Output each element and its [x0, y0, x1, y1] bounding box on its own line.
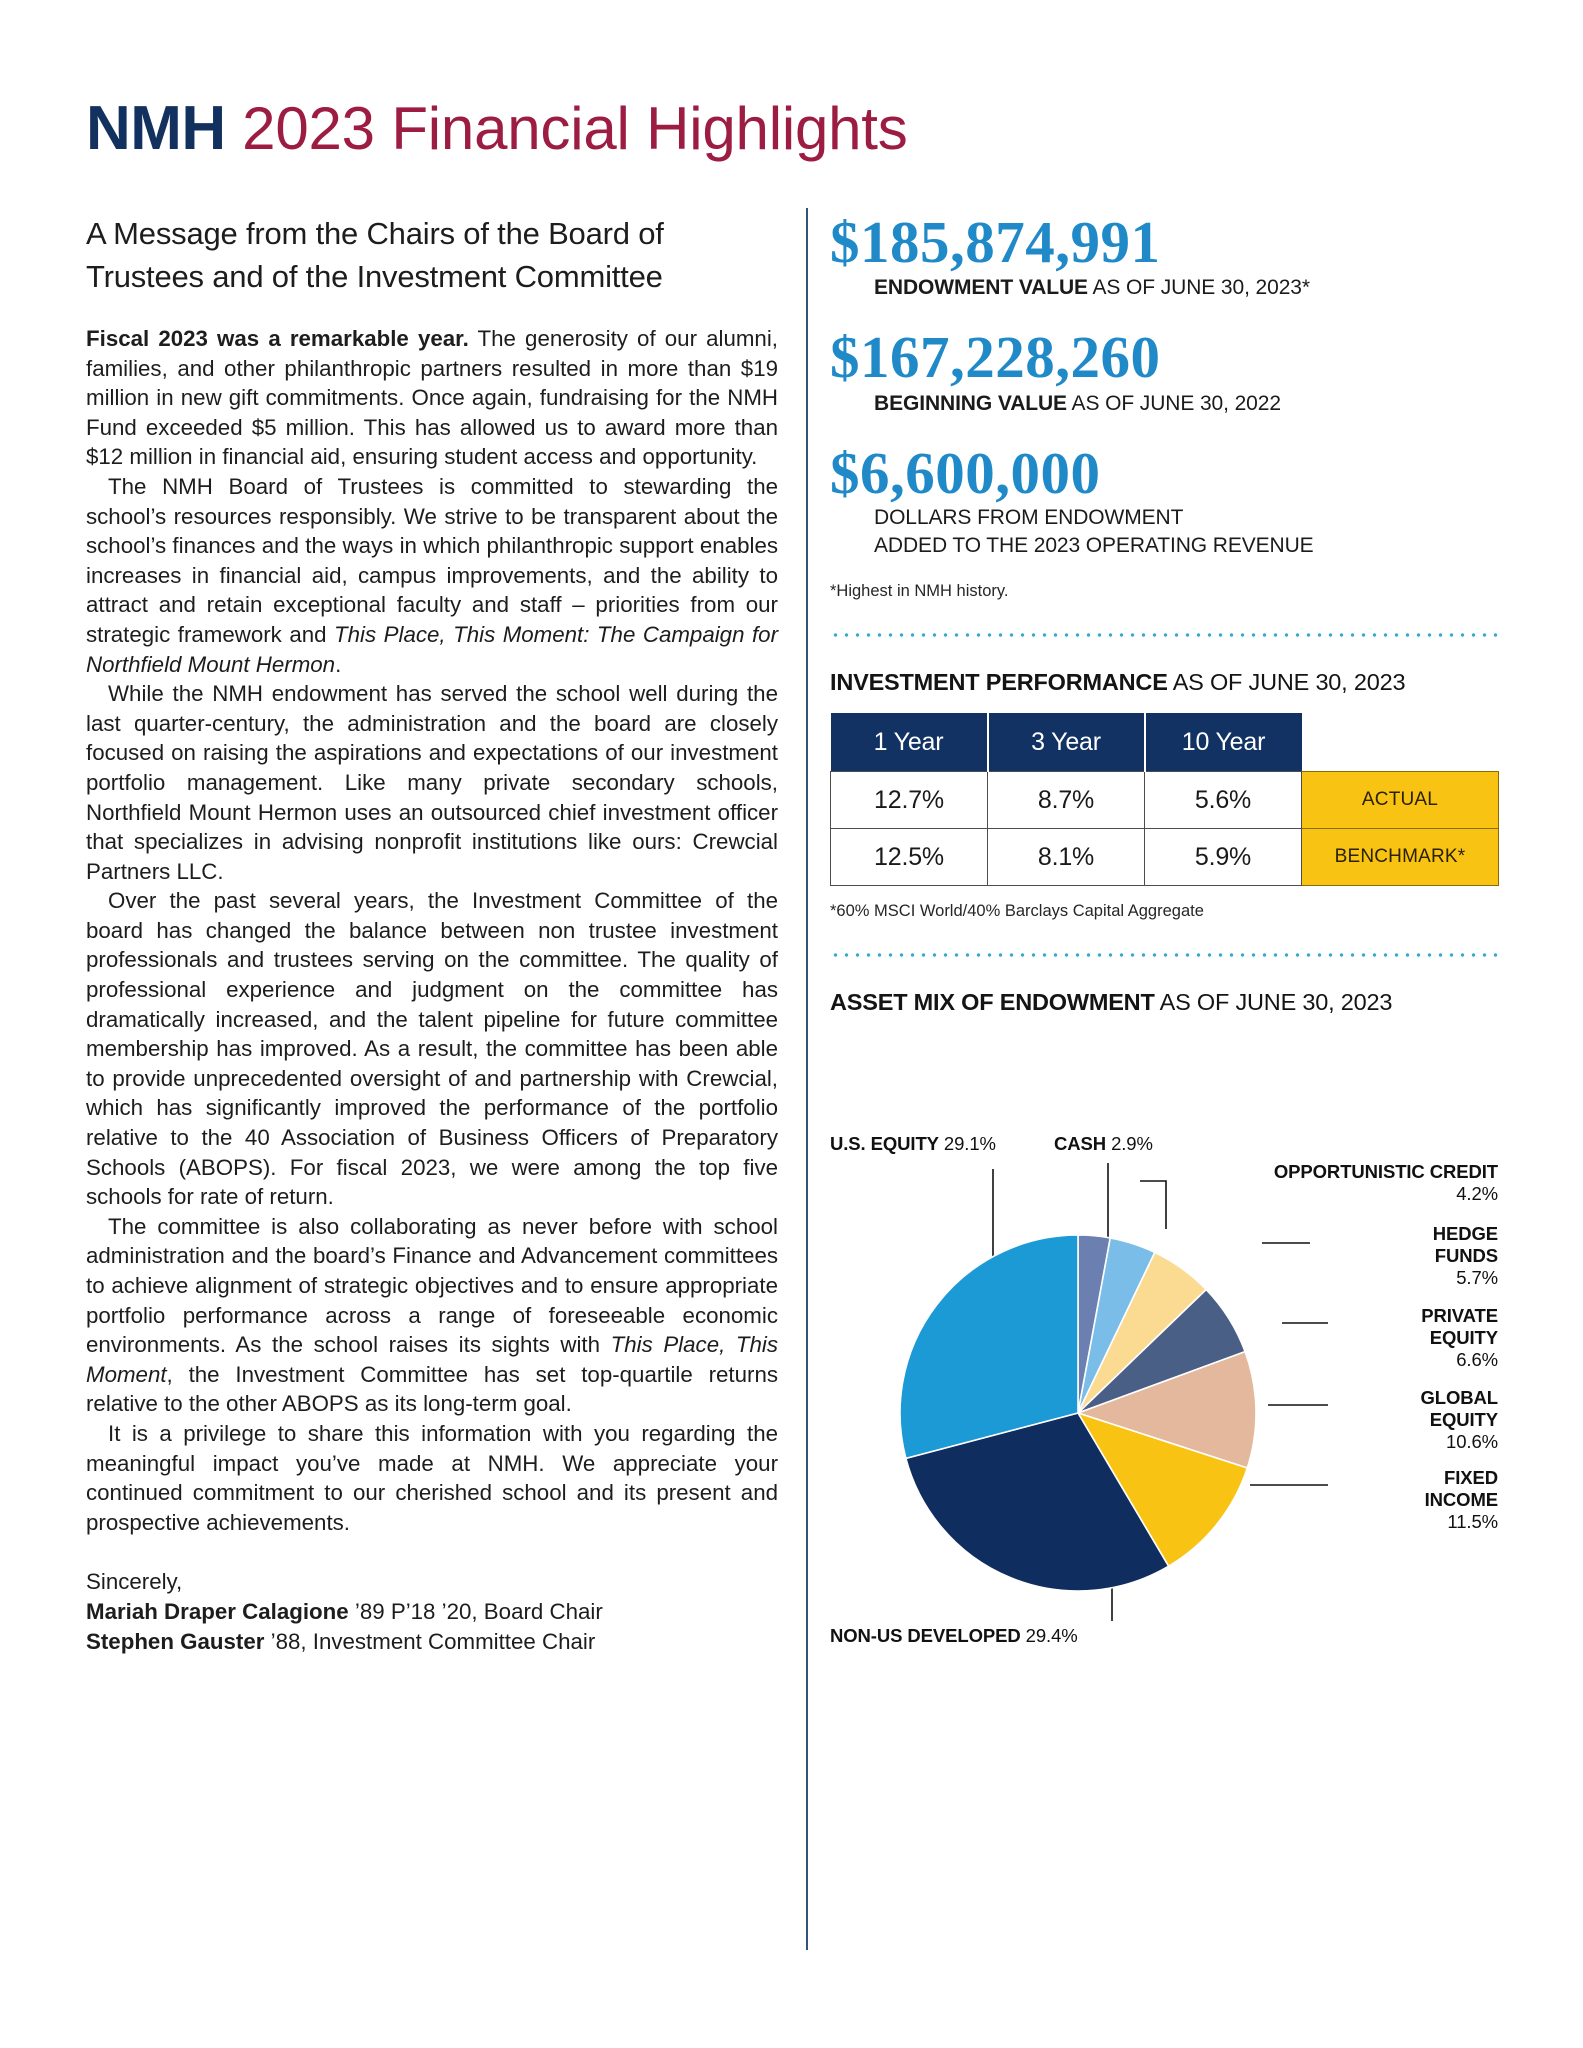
- signer-2: [86, 1627, 778, 1657]
- right-column: [830, 209, 1498, 1663]
- row-tag-benchmark: BENCHMARK*: [1302, 829, 1499, 886]
- table-col-1-year: 1 Year: [831, 713, 988, 772]
- pie-label-non-us-developed: [830, 1625, 1078, 1647]
- paragraph-5: [86, 1212, 778, 1419]
- investment-performance-heading: [830, 667, 1498, 697]
- pie-label-cash-value: 2.9%: [1106, 1133, 1153, 1155]
- pie-label-us-equity-name: U.S. EQUITY: [830, 1133, 939, 1155]
- pie-label-fi-value: 11.5%: [1447, 1511, 1498, 1533]
- pie-label-ge-name-2: EQUITY: [1429, 1409, 1498, 1431]
- table-header-row: [831, 713, 1499, 772]
- table-row: [831, 772, 1499, 829]
- pie-label-ge-name-1: GLOBAL: [1420, 1387, 1498, 1409]
- brand-nmh: NMH: [86, 94, 226, 163]
- paragraph-2-text-a: The NMH Board of Trustees is committed to stewarding the school’s resources responsibly. We strive to be transparent about the school’s finances and the ways in which philanthropic support enables increases in financial aid, campus improvements, and the ability to attract and retain exceptional faculty and staff – priorities from our strategic framework and: [86, 473, 778, 647]
- investment-performance-heading-bold: INVESTMENT PERFORMANCE: [830, 669, 1168, 696]
- pie-label-hedge-name-2: FUNDS: [1434, 1245, 1498, 1267]
- pie-label-opportunistic-credit: [1160, 1161, 1498, 1205]
- paragraph-1: [86, 324, 778, 472]
- paragraph-6: It is a privilege to share this information with you regarding the meaningful impact you’ve made at NMH. We appreciate your continued commitment to our cherished school and its present and prospective achievements.: [86, 1420, 778, 1535]
- asset-mix-pie-chart: [830, 1033, 1498, 1663]
- asset-mix-heading: [830, 987, 1498, 1017]
- stat-beginning-value-label-rest: AS OF JUNE 30, 2022: [1066, 391, 1281, 415]
- pie-label-cash-name: CASH: [1054, 1133, 1107, 1155]
- stats-footnote: *Highest in NMH history.: [830, 582, 1009, 601]
- page-title: [86, 93, 908, 164]
- asset-mix-heading-rest: AS OF JUNE 30, 2023: [1154, 989, 1393, 1016]
- divider-dotted-1: [830, 633, 1498, 637]
- actual-3-year: 8.7%: [988, 772, 1145, 829]
- stat-beginning-value: [830, 324, 1498, 418]
- paragraph-5-text-b: , the Investment Committee has set top-quartile returns relative to the other ABOPS as its long-term goal.: [86, 1361, 778, 1417]
- pie-label-hedge-value: 5.7%: [1456, 1267, 1498, 1289]
- actual-10-year: 5.6%: [1145, 772, 1302, 829]
- stat-dollars-from-endowment-number: $6,600,000: [830, 439, 1101, 506]
- pie-label-fi-name-1: FIXED: [1444, 1467, 1498, 1489]
- actual-1-year: 12.7%: [831, 772, 988, 829]
- pie-label-pe-name-1: PRIVATE: [1421, 1305, 1498, 1327]
- message-heading: A Message from the Chairs of the Board of Trustees and of the Investment Committee: [86, 216, 664, 294]
- stat-dollars-label-line2: ADDED TO THE 2023 OPERATING REVENUE: [874, 534, 1314, 558]
- pie-label-cash: [1054, 1133, 1153, 1155]
- asset-mix-heading-bold: ASSET MIX OF ENDOWMENT: [830, 989, 1155, 1016]
- stat-endowment-value-label: [874, 273, 1498, 303]
- investment-performance-heading-rest: AS OF JUNE 30, 2023: [1167, 669, 1406, 696]
- stat-beginning-value-label-bold: BEGINNING VALUE: [874, 391, 1067, 415]
- pie-label-us-equity-value: 29.1%: [938, 1133, 996, 1155]
- paragraph-2: [86, 472, 778, 679]
- benchmark-3-year: 8.1%: [988, 829, 1145, 886]
- paragraph-2-text-b: .: [335, 651, 342, 677]
- pie-label-us-equity: [830, 1133, 996, 1155]
- pie-label-fi-name-2: INCOME: [1424, 1489, 1498, 1511]
- paragraph-5-text-a: The committee is also collaborating as never before with school administration and the board’s Finance and Advancement committees to achieve alignment of strategic objectives and to ensure appropriate portfolio performance across a range of foreseeable economic environments. As the school raises its sights with: [86, 1213, 778, 1358]
- pie-label-ge-value: 10.6%: [1446, 1431, 1498, 1453]
- stat-dollars-label-bold: DOLLARS FROM ENDOWMENT: [874, 506, 1184, 530]
- pie-label-fixed-income: [1260, 1467, 1498, 1533]
- paragraph-1-text: The generosity of our alumni, families, and other philanthropic partners resulted in more than $19 million in new gift commitments. Once again, fundraising for the NMH Fund exceeded $5 million. This has allowed us to award more than $12 million in financial aid, ensuring student access and opportunity.: [86, 326, 778, 470]
- stat-endowment-value-label-bold: ENDOWMENT VALUE: [874, 276, 1088, 300]
- title-rest: 2023 Financial Highlights: [225, 95, 908, 162]
- pie-label-nonus-value: 29.4%: [1020, 1625, 1078, 1647]
- divider-dotted-2: [830, 953, 1498, 957]
- table-col-10-year: 10 Year: [1145, 713, 1302, 772]
- signer-2-title: ’88, Investment Committee Chair: [264, 1628, 596, 1654]
- stat-dollars-from-endowment: [830, 439, 1498, 560]
- pie-label-private-equity: [1260, 1305, 1498, 1371]
- stat-endowment-value-label-rest: AS OF JUNE 30, 2023*: [1087, 276, 1310, 300]
- paragraph-4: Over the past several years, the Investment Committee of the board has changed the balance between non trustee investment professionals and trustees serving on the committee. The quality of professional experience and judgment on the committee has dramatically increased, and the talent pipeline for future committee membership has improved. As a result, the committee has been able to provide unprecedented oversight of and partnership with Crewcial, which has significantly improved the performance of the portfolio relative to the 40 Association of Business Officers of Preparatory Schools (ABOPS). For fiscal 2023, we were among the top five schools for rate of return.: [86, 888, 778, 1210]
- campaign-title: This Place, This Moment: The Campaign for Northfield Mount Hermon: [86, 621, 778, 677]
- pie-slices: [900, 1235, 1256, 1591]
- pie-label-nonus-name: NON-US DEVELOPED: [830, 1625, 1021, 1647]
- benchmark-footnote: *60% MSCI World/40% Barclays Capital Aggregate: [830, 902, 1204, 921]
- pie-label-pe-value: 6.6%: [1456, 1349, 1498, 1371]
- pie-label-pe-name-2: EQUITY: [1429, 1327, 1498, 1349]
- pie-label-opp-value: 4.2%: [1456, 1183, 1498, 1205]
- stat-endowment-value-number: $185,874,991: [830, 209, 1161, 275]
- stat-beginning-value-number: $167,228,260: [830, 324, 1161, 391]
- table-header-spacer: [1302, 713, 1499, 772]
- pie-label-opp-name: OPPORTUNISTIC CREDIT: [1273, 1161, 1498, 1183]
- row-tag-actual: ACTUAL: [1302, 772, 1499, 829]
- table-row: [831, 829, 1499, 886]
- column-divider: [806, 208, 808, 1950]
- pie-label-hedge-funds: [1260, 1223, 1498, 1289]
- message-body: [86, 324, 778, 1537]
- investment-performance-table: [830, 713, 1499, 886]
- campaign-title-short: This Place, This Moment: [86, 1332, 778, 1387]
- signoff-intro: Sincerely,: [86, 1569, 183, 1595]
- signer-2-name: Stephen Gauster: [86, 1628, 265, 1654]
- signer-1: [86, 1597, 778, 1627]
- stat-endowment-value: [830, 209, 1498, 303]
- signature-block: [86, 1567, 778, 1656]
- table-col-3-year: 3 Year: [988, 713, 1145, 772]
- benchmark-1-year: 12.5%: [831, 829, 988, 886]
- pie-label-hedge-name-1: HEDGE: [1432, 1223, 1498, 1245]
- stat-dollars-from-endowment-label: [874, 504, 1498, 532]
- signer-1-title: ’89 P’18 ’20, Board Chair: [348, 1598, 603, 1624]
- signer-1-name: Mariah Draper Calagione: [86, 1598, 349, 1624]
- paragraph-1-lead: Fiscal 2023 was a remarkable year.: [86, 326, 469, 351]
- benchmark-10-year: 5.9%: [1145, 829, 1302, 886]
- left-column: [86, 212, 778, 1656]
- paragraph-3: While the NMH endowment has served the school well during the last quarter-century, the administration and the board are closely focused on raising the aspirations and expectations of our investment portfolio management. Like many private secondary schools, Northfield Mount Hermon uses an outsourced chief investment officer that specializes in advising nonprofit institutions like ours: Crewcial Partners LLC.: [86, 681, 778, 884]
- stat-beginning-value-label: [874, 389, 1498, 419]
- pie-label-global-equity: [1260, 1387, 1498, 1453]
